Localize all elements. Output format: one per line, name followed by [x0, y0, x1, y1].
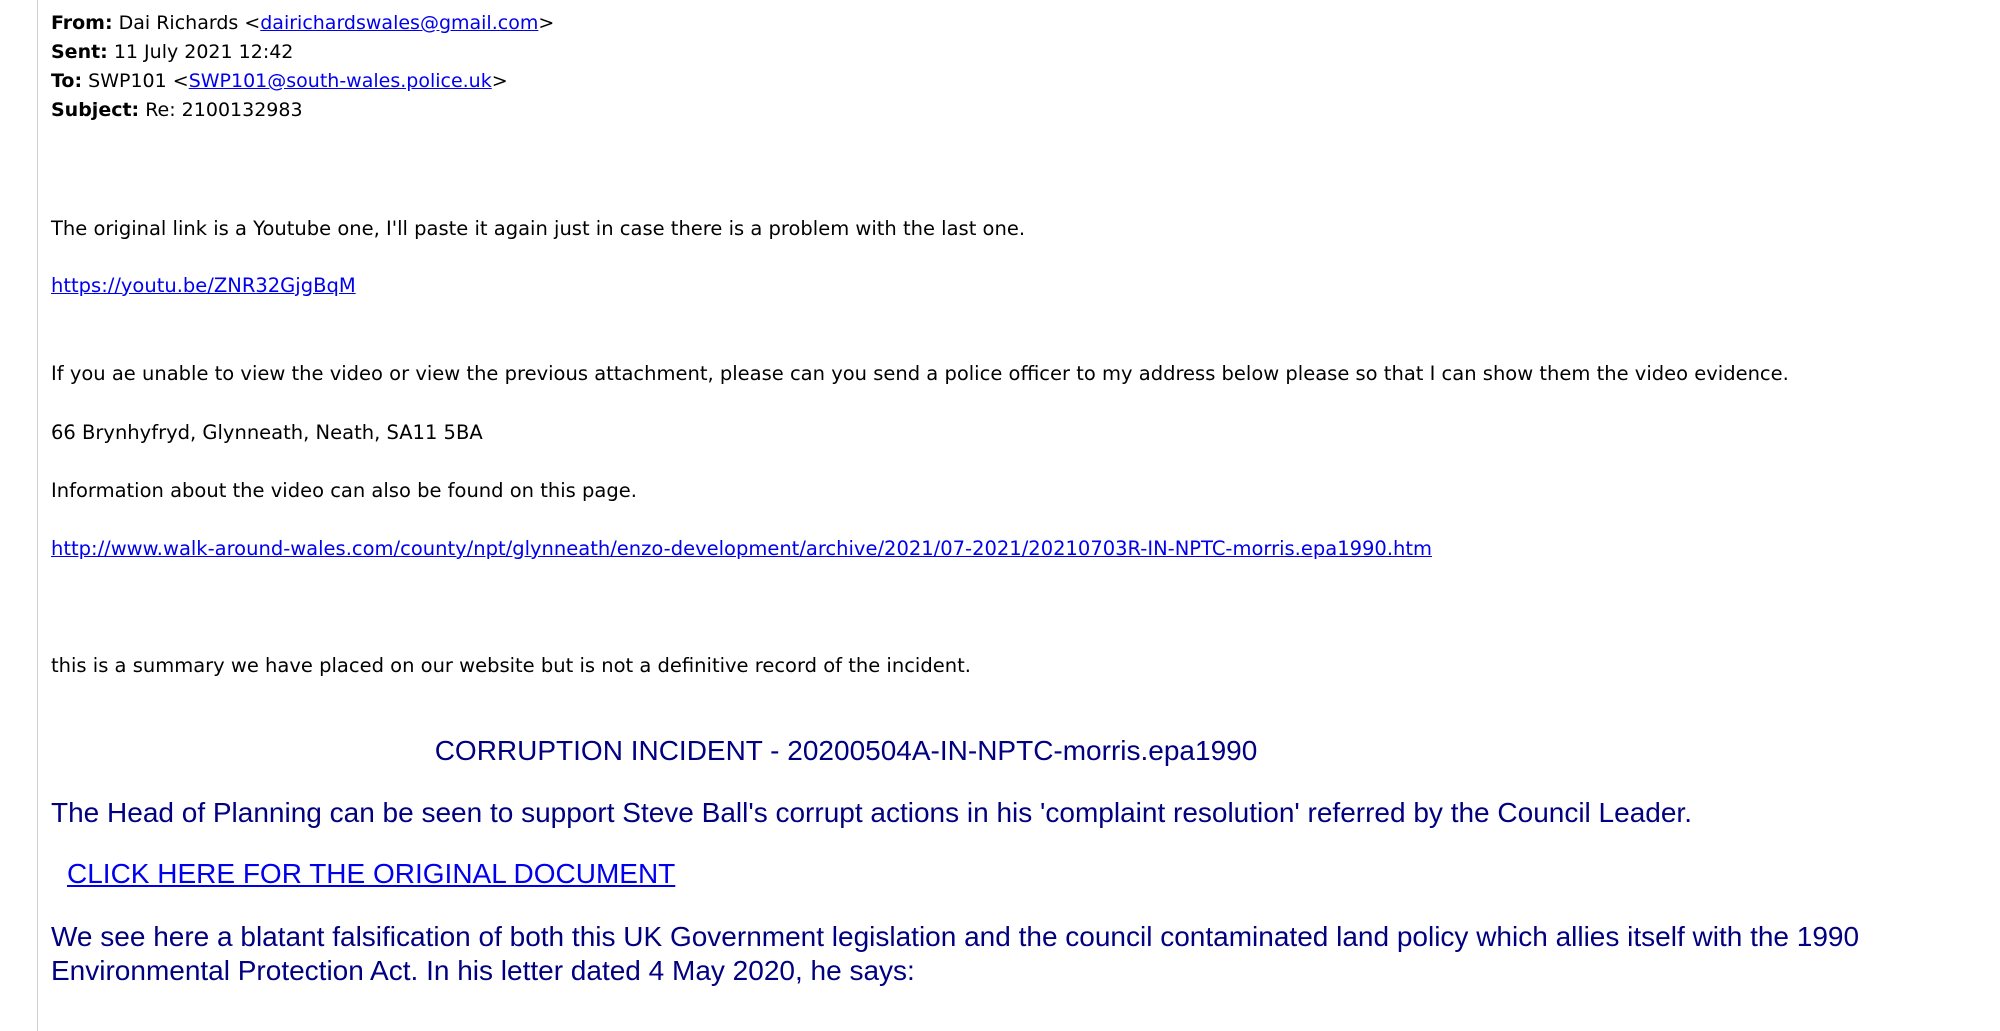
incident-title: CORRUPTION INCIDENT - 20200504A-IN-NPTC-morris.epa1990 [434, 735, 1258, 766]
subject-line [51, 97, 303, 123]
intro-paragraph: The original link is a Youtube one, I'll paste it again just in case there is a problem with the last one. [51, 217, 1026, 240]
to-name: SWP101 [88, 70, 167, 92]
original-document-link[interactable]: CLICK HERE FOR THE ORIGINAL DOCUMENT [67, 858, 676, 889]
left-border-rule [37, 0, 38, 1031]
from-name: Dai Richards [118, 12, 239, 34]
from-email-link[interactable]: dairichardswales@gmail.com [260, 12, 539, 34]
sent-label: Sent: [51, 41, 108, 63]
website-link[interactable]: http://www.walk-around-wales.com/county/npt/glynneath/enzo-development/archive/2021/07-2021/20210703R-IN-NPTC-morris.epa1990.htm [51, 537, 1433, 560]
sent-line [51, 39, 293, 65]
youtube-link-line [51, 273, 356, 299]
sent-value: 11 July 2021 12:42 [113, 41, 294, 63]
subject-label: Subject: [51, 99, 140, 121]
address-paragraph: 66 Brynhyfryd, Glynneath, Neath, SA11 5BA [51, 421, 483, 444]
from-label: From: [51, 12, 113, 34]
summary-paragraph: this is a summary we have placed on our website but is not a definitive record of the incident. [51, 654, 971, 677]
request-paragraph: If you ae unable to view the video or view the previous attachment, please can you send a police officer to my address below please so that I can show them the video evidence. [51, 362, 1789, 385]
to-label: To: [51, 70, 83, 92]
info-paragraph: Information about the video can also be found on this page. [51, 479, 637, 502]
quoted-paragraph-2: We see here a blatant falsification of both this UK Government legislation and the council contaminated land policy which allies itself with the 1990 Environmental Protection Act. In his letter dated 4 May 2020, he says: [51, 921, 1860, 986]
subject-value: Re: 2100132983 [145, 99, 303, 121]
website-link-line [51, 536, 1432, 562]
to-email-link[interactable]: SWP101@south-wales.police.uk [188, 70, 492, 92]
from-line: From: Dai Richards <dairichardswales@gmail.com> [51, 12, 555, 34]
to-line: To: SWP101 <SWP101@south-wales.police.uk> [51, 70, 508, 92]
youtube-link[interactable]: https://youtu.be/ZNR32GjgBqM [51, 274, 356, 297]
quoted-paragraph-1: The Head of Planning can be seen to support Steve Ball's corrupt actions in his 'complaint resolution' referred by the Council Leader. [51, 797, 1692, 828]
